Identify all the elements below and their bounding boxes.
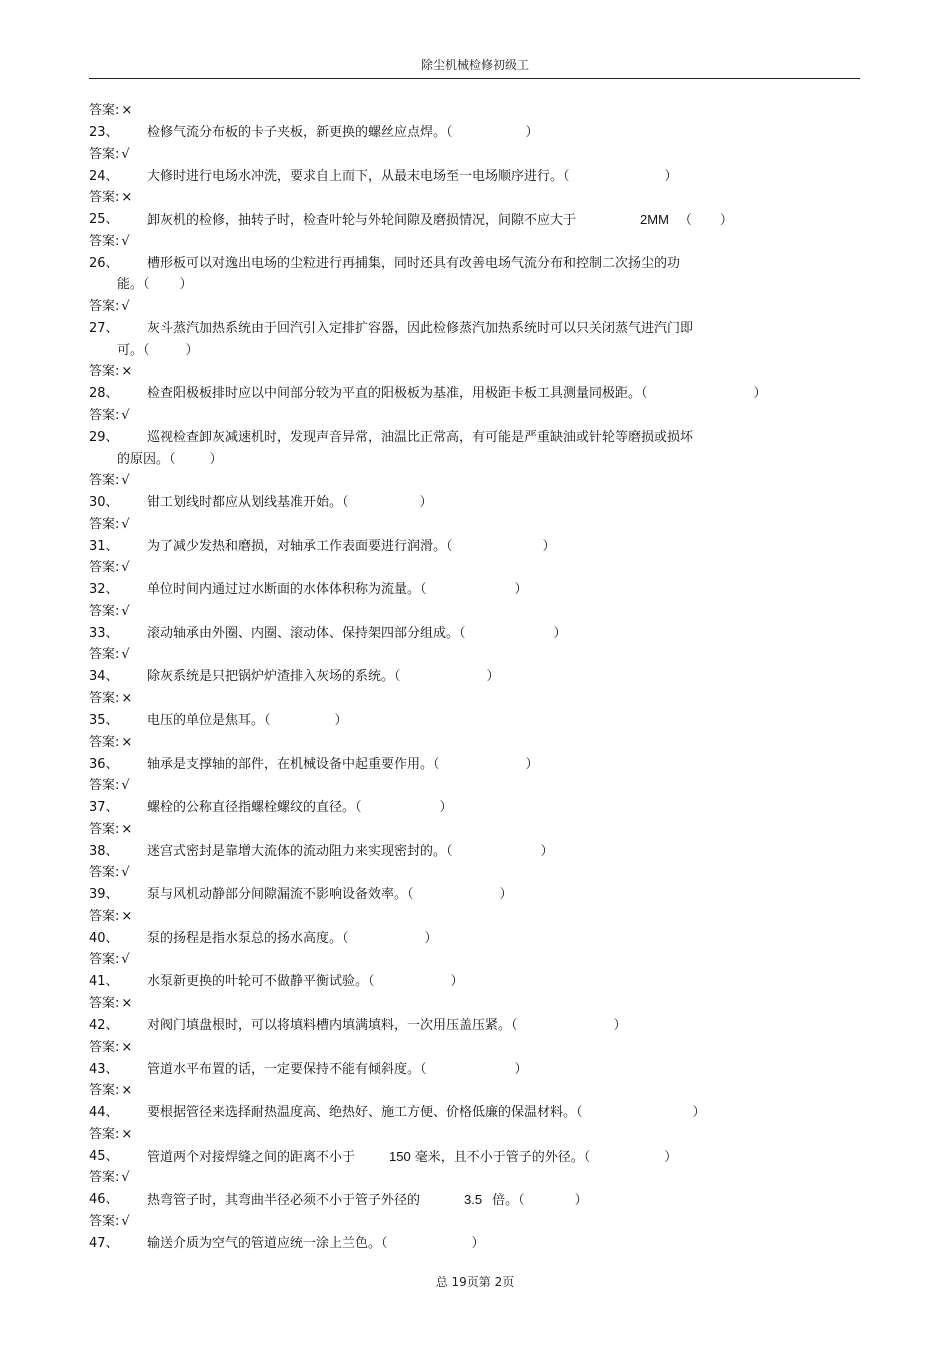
answer-line: 答案: × bbox=[89, 1083, 133, 1098]
answer-line: 答案: √ bbox=[89, 473, 130, 488]
page-footer: 总 19页第 2页 bbox=[435, 1275, 515, 1289]
answer-line: 答案: × bbox=[89, 735, 133, 750]
answer-line: 答案: √ bbox=[89, 147, 130, 162]
answer-line: 答案: × bbox=[89, 1127, 133, 1142]
answer-line: 答案: √ bbox=[89, 408, 130, 423]
answer-line: 答案: × bbox=[89, 103, 133, 118]
answer-line: 答案: × bbox=[89, 909, 133, 924]
answer-line: 答案: √ bbox=[89, 1214, 130, 1229]
answer-line: 答案: √ bbox=[89, 778, 130, 793]
answer-line: 答案: × bbox=[89, 364, 133, 379]
answer-line: 答案: √ bbox=[89, 952, 130, 967]
answer-line: 答案: √ bbox=[89, 299, 130, 314]
answer-line: 答案: √ bbox=[89, 234, 130, 249]
answer-line: 答案: √ bbox=[89, 1170, 130, 1185]
answer-line: 答案: √ bbox=[89, 865, 130, 880]
answer-line: 答案: × bbox=[89, 1040, 133, 1055]
answer-line: 答案: × bbox=[89, 996, 133, 1011]
answer-line: 答案: × bbox=[89, 190, 133, 205]
question-29-continued: 的原因。（ ） bbox=[117, 452, 223, 467]
question-27-continued: 可。（ ） bbox=[117, 343, 199, 358]
question-26-continued: 能。（ ） bbox=[117, 277, 193, 292]
answer-line: 答案: √ bbox=[89, 604, 130, 619]
answer-line: 答案: √ bbox=[89, 517, 130, 532]
page-header-title: 除尘机械检修初级工 bbox=[420, 58, 529, 72]
answer-line: 答案: √ bbox=[89, 560, 130, 575]
answer-line: 答案: × bbox=[89, 691, 133, 706]
answer-line: 答案: √ bbox=[89, 647, 130, 662]
answer-line: 答案: × bbox=[89, 822, 133, 837]
header-rule bbox=[89, 78, 860, 79]
